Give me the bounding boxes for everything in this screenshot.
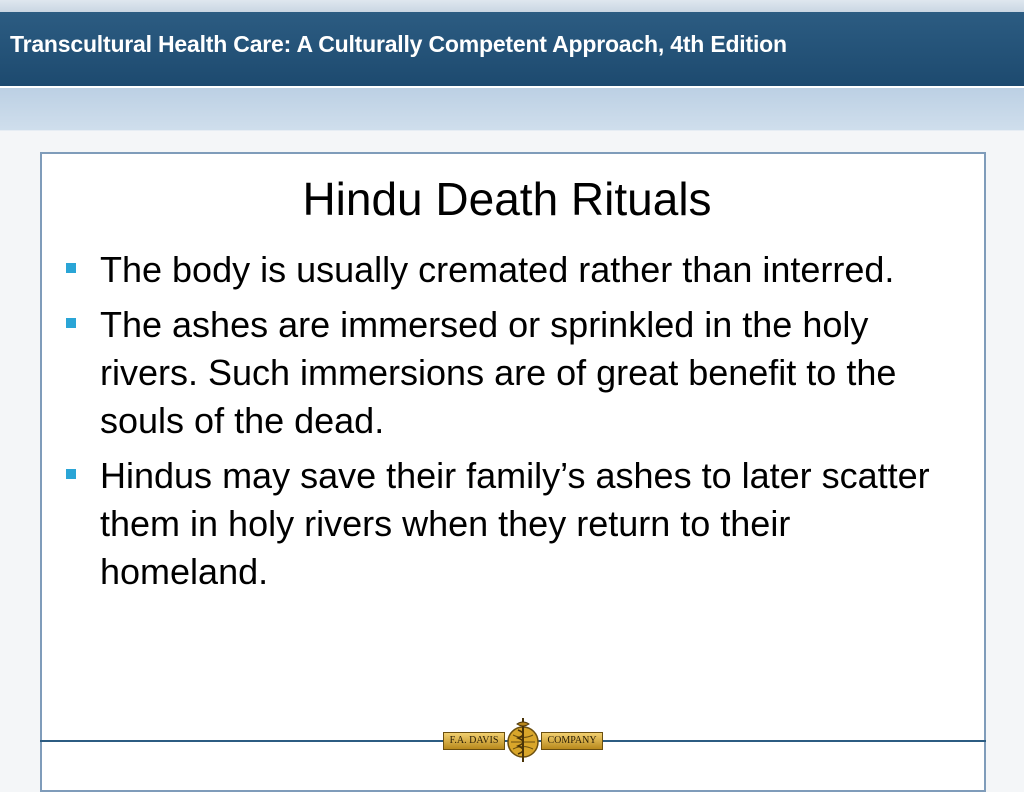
bullet-text: The body is usually cremated rather than interred.	[100, 249, 895, 290]
bullet-item	[60, 246, 960, 294]
slide-title: Hindu Death Rituals	[302, 173, 712, 225]
header-bar	[0, 12, 1024, 88]
sub-band	[0, 88, 1024, 131]
bullet-item	[60, 301, 960, 445]
fa-davis-logo	[443, 716, 603, 764]
bullet-square-icon	[66, 263, 76, 273]
bullet-square-icon	[66, 469, 76, 479]
caduceus-globe-icon	[503, 716, 543, 764]
bullet-square-icon	[66, 318, 76, 328]
top-strip	[0, 0, 1024, 12]
bullet-text: Hindus may save their family’s ashes to later scatter them in holy rivers when they return to their homeland.	[100, 455, 930, 592]
header-title: Transcultural Health Care: A Culturally Competent Approach, 4th Edition	[10, 31, 787, 57]
bullet-list	[60, 246, 960, 603]
bullet-item	[60, 452, 960, 596]
logo-right-plate: COMPANY	[541, 732, 603, 750]
logo-left-plate: F.A. DAVIS	[443, 732, 505, 750]
bullet-text: The ashes are immersed or sprinkled in the holy rivers. Such immersions are of great benefit to the souls of the dead.	[100, 304, 897, 441]
